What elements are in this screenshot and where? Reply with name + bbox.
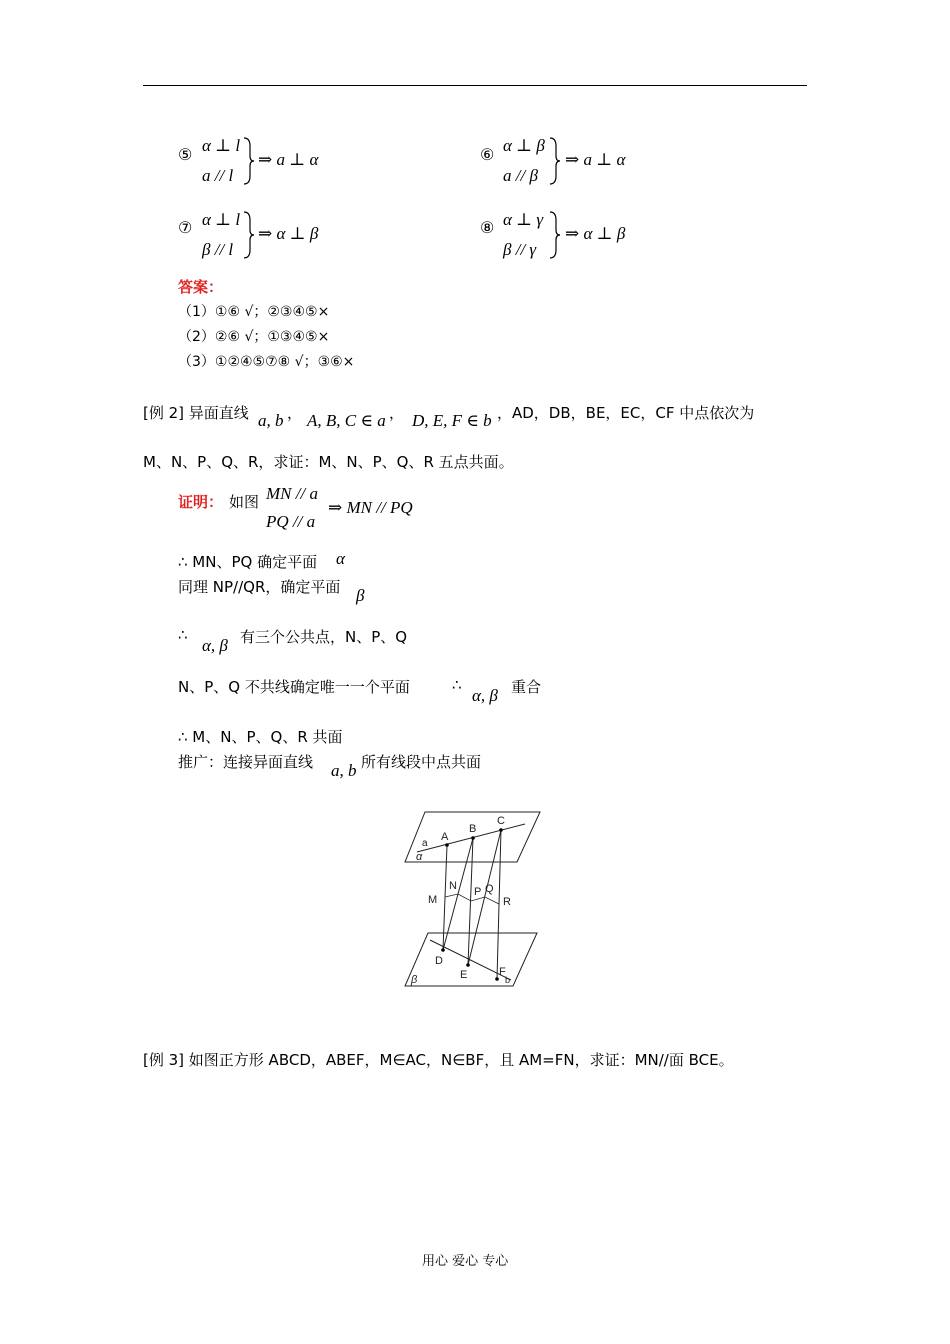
label-D: D	[435, 955, 443, 967]
math-ab: a, b	[331, 761, 357, 780]
label-alpha: α	[416, 851, 423, 863]
example-2-line-2: M、N、P、Q、R，求证：M、N、P、Q、R 五点共面。	[143, 453, 514, 471]
system-line-1: MN // a	[266, 484, 318, 503]
point-C	[499, 828, 503, 832]
formula-line-2: a // l	[202, 166, 234, 185]
formula-number: ⑧	[480, 220, 495, 237]
header-rule	[143, 85, 807, 86]
system-result: ⇒ MN // PQ	[328, 498, 413, 517]
formula-result: ⇒ α ⊥ β	[258, 224, 319, 243]
proof-step-1: ∴ MN、PQ 确定平面	[178, 553, 318, 571]
formula-line-2: β // l	[202, 240, 234, 259]
point-B	[471, 836, 475, 840]
label-B: B	[469, 823, 477, 835]
comma: ，	[389, 406, 405, 422]
formula-line-1: α ⊥ l	[202, 136, 241, 155]
math-alpha-beta: α, β	[472, 686, 498, 705]
label-C: C	[497, 815, 505, 827]
skew-lines-figure	[395, 805, 550, 1000]
label-Q: Q	[485, 883, 494, 895]
formula-line-1: α ⊥ γ	[503, 210, 544, 229]
label-A: A	[441, 831, 449, 843]
answer-line: （3）①②④⑤⑦⑧ √；③⑥×	[178, 354, 355, 370]
generalization-suffix: 所有线段中点共面	[361, 753, 482, 771]
math-alpha: α	[336, 549, 345, 568]
math-beta: β	[356, 586, 365, 605]
right-brace	[548, 210, 560, 260]
proof-step-4-end: 重合	[511, 678, 542, 696]
right-brace	[242, 136, 254, 186]
answer-label: 答案：	[178, 278, 224, 296]
formula-result: ⇒ a ⊥ α	[565, 150, 626, 169]
formula-line-2: a // β	[503, 166, 538, 185]
midpoint-path	[445, 894, 499, 904]
proof-intro: 如图	[229, 493, 260, 511]
label-M: M	[428, 894, 438, 906]
segment-AD	[443, 845, 447, 950]
math-ab: a, b	[258, 411, 284, 430]
label-P: P	[474, 886, 482, 898]
label-beta: β	[411, 974, 418, 986]
math-abc-in-a: A, B, C ∈ a	[307, 411, 386, 430]
label-a: a	[422, 838, 428, 849]
label-F: F	[499, 966, 506, 978]
point-D	[441, 948, 445, 952]
segment-CF	[497, 830, 501, 979]
proof-step-5: ∴ M、N、P、Q、R 共面	[178, 728, 343, 746]
example-2-prefix: [例 2] 异面直线	[143, 404, 249, 422]
formula-number: ⑤	[178, 147, 193, 164]
proof-step-2: 同理 NP//QR，确定平面	[178, 578, 341, 596]
comma: ，	[287, 406, 303, 422]
right-brace	[548, 136, 560, 186]
formula-line-1: α ⊥ β	[503, 136, 545, 155]
formula-line-2: β // γ	[503, 240, 537, 259]
plane-beta	[405, 933, 537, 986]
label-E: E	[460, 969, 468, 981]
answer-line: （1）①⑥ √；②③④⑤×	[178, 304, 330, 320]
generalization-prefix: 推广：连接异面直线	[178, 753, 314, 771]
point-A	[445, 843, 449, 847]
label-N: N	[449, 880, 457, 892]
math-alpha-beta: α, β	[202, 636, 228, 655]
label-R: R	[503, 896, 511, 908]
formula-result: ⇒ α ⊥ β	[565, 224, 626, 243]
proof-step-4: N、P、Q 不共线确定唯一一个平面	[178, 678, 410, 696]
formula-line-1: α ⊥ l	[202, 210, 241, 229]
formula-number: ⑦	[178, 220, 193, 237]
formula-number: ⑥	[480, 147, 495, 164]
answer-line: （2）②⑥ √；①③④⑤×	[178, 329, 330, 345]
proof-step-3: 有三个公共点，N、P、Q	[240, 628, 408, 646]
therefore-symbol: ∴	[452, 676, 462, 694]
therefore-symbol: ∴	[178, 626, 188, 644]
formula-result: ⇒ a ⊥ α	[258, 150, 319, 169]
example-3: [例 3] 如图正方形 ABCD，ABEF，M∈AC，N∈BF，且 AM=FN，求证：MN//面 BCE。	[143, 1051, 734, 1069]
proof-label: 证明：	[178, 493, 224, 511]
right-brace	[242, 210, 254, 260]
label-b: b	[505, 975, 511, 985]
point-E	[466, 963, 470, 967]
example-2-suffix: ，AD，DB，BE，EC，CF 中点依次为	[497, 404, 755, 422]
math-def-in-b: D, E, F ∈ b	[412, 411, 492, 430]
system-line-2: PQ // a	[266, 512, 316, 531]
page-footer: 用心 爱心 专心	[422, 1254, 509, 1269]
